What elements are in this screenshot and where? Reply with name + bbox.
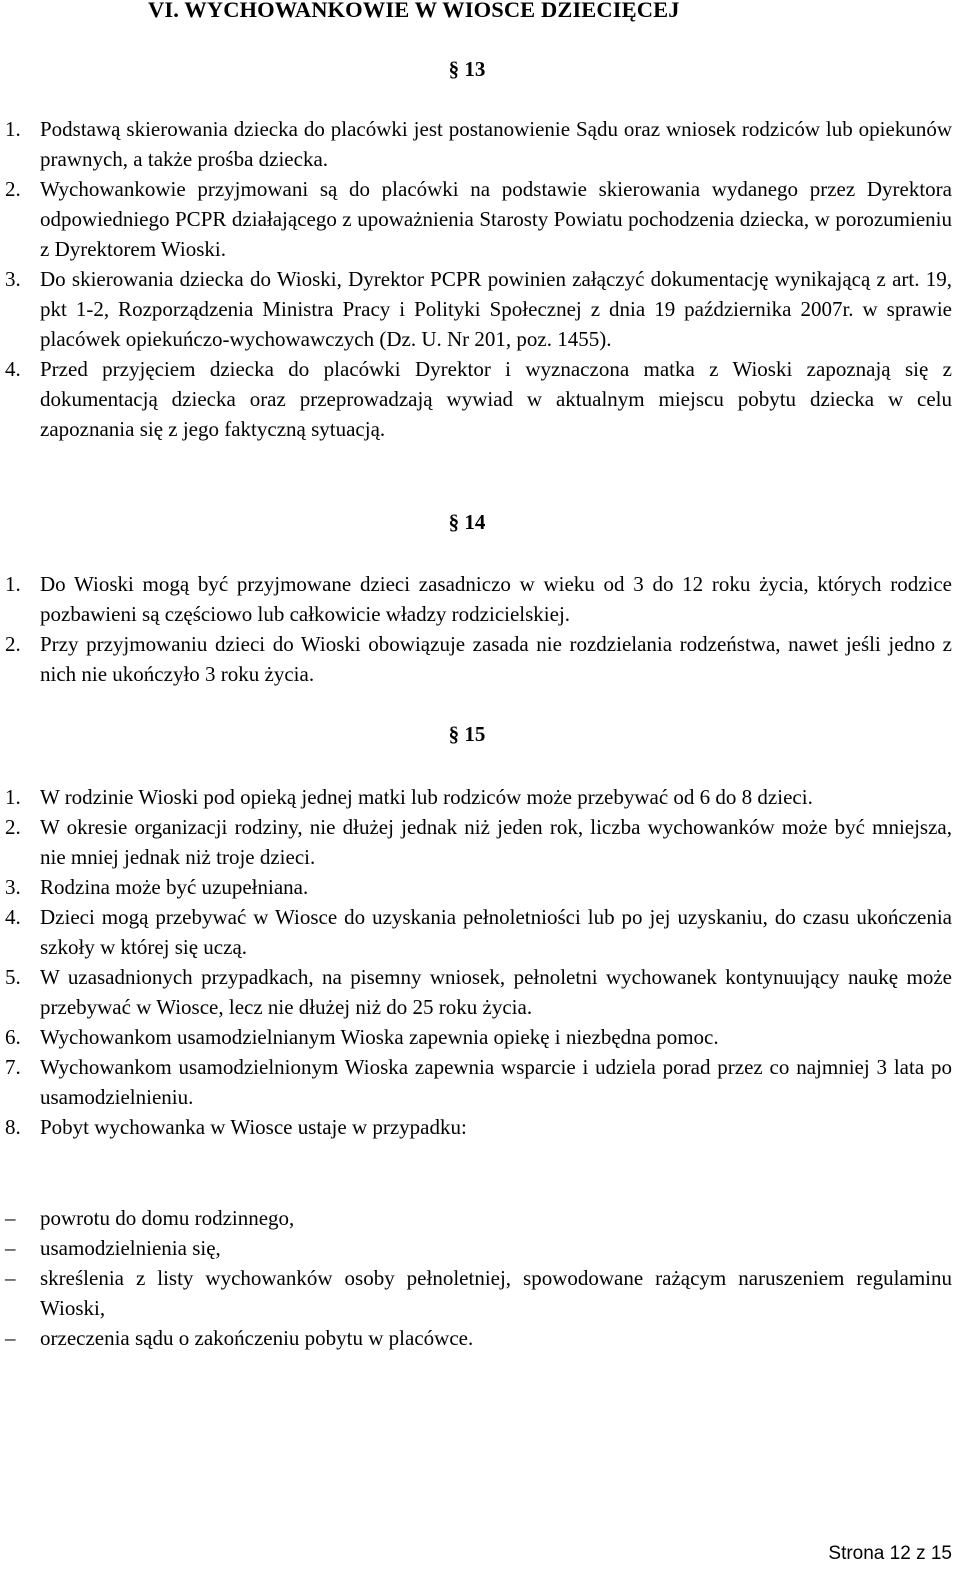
item-text: Wychowankom usamodzielnianym Wioska zapewnia opiekę i niezbędna pomoc. [40, 1025, 719, 1049]
list-item-text: skreślenia z listy wychowanków osoby pełnoletniej, spowodowane rażącym naruszeniem regulaminu Wioski, [40, 1266, 952, 1320]
item-text: Dzieci mogą przebywać w Wiosce do uzyskania pełnoletniości lub po jej uzyskaniu, do czasu ukończenia szkoły w której się uczą. [40, 905, 952, 959]
list-item [5, 1203, 952, 1233]
item-text: Do Wioski mogą być przyjmowane dzieci zasadniczo w wieku od 3 do 12 roku życia, których rodzice pozbawieni są częściowo lub całkowicie władzy rodzicielskiej. [40, 572, 952, 626]
chapter-title: VI. WYCHOWANKOWIE W WIOSCE DZIECIĘCEJ [148, 0, 680, 22]
dash-bullet-icon: – [5, 1236, 16, 1260]
section-15-item-1 [5, 782, 952, 812]
item-text: W uzasadnionych przypadkach, na pisemny wniosek, pełnoletni wychowanek kontynuujący naukę może przebywać w Wiosce, lecz nie dłużej niż do 25 roku życia. [40, 965, 952, 1019]
section-15-item-8 [5, 1112, 952, 1142]
section-13-item-4 [5, 354, 952, 444]
item-text: W okresie organizacji rodziny, nie dłużej jednak niż jeden rok, liczba wychowanków może być mniejsza, nie mniej jednak niż troje dzieci. [40, 815, 952, 869]
section-14-item-2 [5, 629, 952, 689]
item-number: 3. [5, 267, 21, 291]
page-separator: z [916, 1543, 926, 1564]
item-text: Wychowankowie przyjmowani są do placówki na podstawie skierowania wydanego przez Dyrektora odpowiedniego PCPR działającego z upoważnienia Starosty Powiatu pochodzenia dziecka, w porozumieniu z Dyrektorem Wioski. [40, 177, 952, 261]
item-number: 2. [5, 632, 21, 656]
section-15-item-2 [5, 812, 952, 872]
page-label: Strona [828, 1543, 885, 1564]
section-heading-15: § 15 [448, 722, 486, 746]
item-text: Przy przyjmowaniu dzieci do Wioski obowiązuje zasada nie rozdzielania rodzeństwa, nawet jeśli jedno z nich nie ukończyło 3 roku życia. [40, 632, 952, 686]
section-13-item-2 [5, 174, 952, 264]
section-15-item-3 [5, 872, 952, 902]
section-13-item-1 [5, 114, 952, 174]
list-item [5, 1233, 952, 1263]
item-number: 4. [5, 357, 21, 381]
item-number: 5. [5, 965, 21, 989]
item-text: Pobyt wychowanka w Wiosce ustaje w przypadku: [40, 1115, 467, 1139]
section-13-item-3 [5, 264, 952, 354]
item-number: 1. [5, 117, 21, 141]
item-number: 2. [5, 815, 21, 839]
section-15-item-5 [5, 962, 952, 1022]
dash-bullet-icon: – [5, 1206, 16, 1230]
item-text: Podstawą skierowania dziecka do placówki jest postanowienie Sądu oraz wniosek rodziców lub opiekunów prawnych, a także prośba dziecka. [40, 117, 952, 171]
dash-bullet-icon: – [5, 1326, 16, 1350]
list-item-text: powrotu do domu rodzinnego, [40, 1206, 295, 1230]
item-number: 6. [5, 1025, 21, 1049]
item-text: Wychowankom usamodzielnionym Wioska zapewnia wsparcie i udziela porad przez co najmniej 3 lata po usamodzielnieniu. [40, 1055, 952, 1109]
list-item-text: usamodzielnienia się, [40, 1236, 221, 1260]
section-14-item-1 [5, 569, 952, 629]
termination-reasons-list [5, 1203, 952, 1353]
page-number-footer [828, 1543, 952, 1565]
item-number: 1. [5, 785, 21, 809]
total-pages: 15 [930, 1543, 952, 1564]
item-number: 1. [5, 572, 21, 596]
section-13-body [5, 114, 952, 444]
list-item [5, 1323, 952, 1353]
item-text: Rodzina może być uzupełniana. [40, 875, 309, 899]
section-14-body [5, 569, 952, 689]
dash-bullet-icon: – [5, 1266, 16, 1290]
list-item [5, 1263, 952, 1323]
item-text: Przed przyjęciem dziecka do placówki Dyrektor i wyznaczona matka z Wioski zapoznają się z dokumentacją dziecka oraz przeprowadzają wywiad w aktualnym miejscu pobytu dziecka w celu zapoznania się z jego faktyczną sytuacją. [40, 357, 952, 441]
item-text: W rodzinie Wioski pod opieką jednej matki lub rodziców może przebywać od 6 do 8 dzieci. [40, 785, 813, 809]
section-15-body [5, 782, 952, 1142]
item-number: 8. [5, 1115, 21, 1139]
item-number: 2. [5, 177, 21, 201]
item-number: 3. [5, 875, 21, 899]
list-item-text: orzeczenia sądu o zakończeniu pobytu w placówce. [40, 1326, 474, 1350]
section-15-item-6 [5, 1022, 952, 1052]
item-number: 7. [5, 1055, 21, 1079]
item-number: 4. [5, 905, 21, 929]
section-15-item-7 [5, 1052, 952, 1112]
section-heading-13: § 13 [448, 57, 486, 81]
current-page: 12 [889, 1543, 911, 1564]
section-heading-14: § 14 [448, 510, 486, 534]
item-text: Do skierowania dziecka do Wioski, Dyrektor PCPR powinien załączyć dokumentację wynikającą z art. 19, pkt 1-2, Rozporządzenia Ministra Pracy i Polityki Społecznej z dnia 19 października 2007r. w sprawie placówek opiekuńczo-wychowawczych (Dz. U. Nr 201, poz. 1455). [40, 267, 952, 351]
section-15-item-4 [5, 902, 952, 962]
